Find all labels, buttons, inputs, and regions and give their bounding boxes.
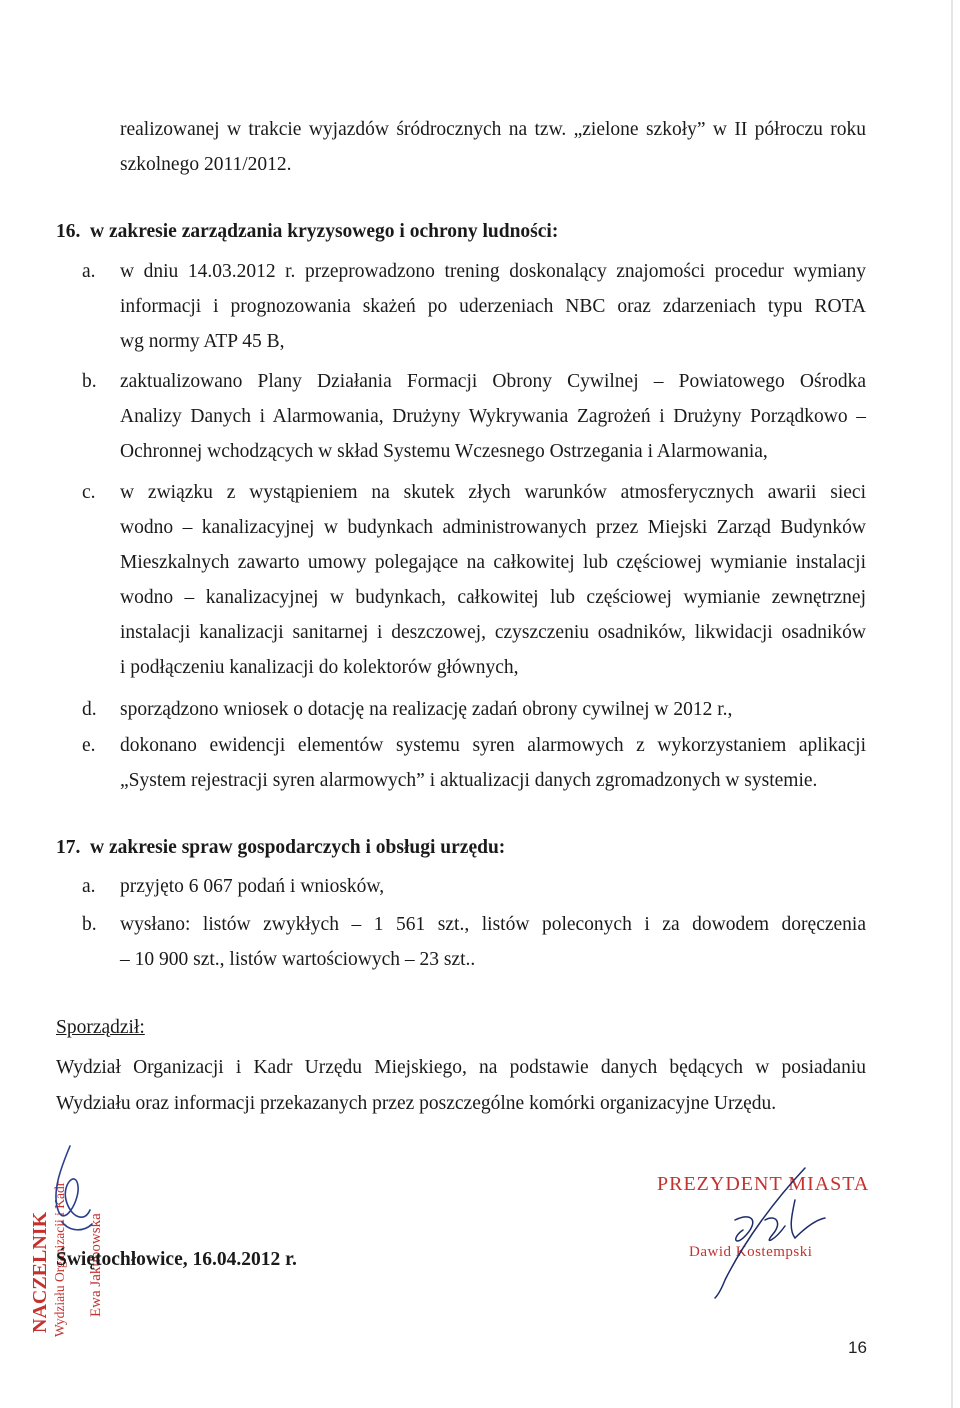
section-17-title: w zakresie spraw gospodarczych i obsługi urzędu: [90,837,506,858]
item-16e-line-1: dokonano ewidencji elementów systemu syren alarmowych z wykorzystaniem aplikacji [120,735,866,756]
item-16a-line-3: wg normy ATP 45 B, [120,331,285,352]
item-16c-line-1: w związku z wystąpieniem na skutek złych warunków atmosferycznych awarii sieci [120,482,866,503]
item-16b-line-2: Analizy Danych i Alarmowania, Drużyny Wykrywania Zagrożeń i Drużyny Porządkowo – [120,406,866,427]
section-16-number: 16. [56,221,81,242]
item-16a-line-1: w dniu 14.03.2012 r. przeprowadzono trening doskonalący znajomości procedur wymiany [120,261,866,282]
item-16a-line-2: informacji i prognozowania skażeń po uderzeniach NBC oraz zdarzeniach typu ROTA [120,296,866,317]
item-16e-line-2: „System rejestracji syren alarmowych” i aktualizacji danych zgromadzonych w systemie. [120,770,818,791]
section-17-number: 17. [56,837,81,858]
page-edge-line [951,0,953,1408]
item-16a-marker: a. [82,261,96,282]
prepared-line-2: Wydziału oraz informacji przekazanych przez poszczególne komórki organizacyjne Urzędu. [56,1093,777,1114]
continuation-line-2: szkolnego 2011/2012. [120,154,292,175]
item-16c-line-5: instalacji kanalizacji sanitarnej i deszczowej, czyszczeniu osadników, likwidacji osadników [120,622,866,643]
item-16d-line-1: sporządzono wniosek o dotację na realizację zadań obrony cywilnej w 2012 r., [120,699,733,720]
item-16b-line-3: Ochronnej wchodzących w skład Systemu Wczesnego Ostrzegania i Alarmowania, [120,441,768,462]
item-16c-line-4: wodno – kanalizacyjnej w budynkach, całkowitej lub częściowej wymianie zewnętrznej [120,587,866,608]
stamp-left-title: NACZELNIK [29,1211,51,1333]
prepared-heading: Sporządził: [56,1017,145,1038]
item-17b-line-2: – 10 900 szt., listów wartościowych – 23 szt.. [120,949,476,970]
item-16c-line-3: Mieszkalnych zawarto umowy polegające na całkowitej lub częściowej wymianie instalacji [120,552,866,573]
item-17b-marker: b. [82,914,97,935]
item-16c-marker: c. [82,482,96,503]
stamp-left-department: Wydziału Organizacji i Kadr [52,1181,67,1337]
continuation-line-1: realizowanej w trakcie wyjazdów śródrocznych na tzw. „zielone szkoły” w II półroczu roku [120,119,866,140]
stamp-left-name: Ewa Jakubowska [88,1213,104,1317]
item-16d-marker: d. [82,699,97,720]
item-16e-marker: e. [82,735,96,756]
mayor-stamp [655,1160,885,1300]
item-16b-marker: b. [82,371,97,392]
page-number: 16 [848,1338,867,1357]
place-date: Świętochłowice, 16.04.2012 r. [56,1249,297,1270]
signature-left [40,1140,100,1240]
stamp-right-name: Dawid Kostempski [689,1244,813,1260]
section-16-title: w zakresie zarządzania kryzysowego i ochrony ludności: [90,221,559,242]
item-17a-line-1: przyjęto 6 067 podań i wniosków, [120,876,385,897]
item-16c-line-6: i podłączeniu kanalizacji do kolektorów głównych, [120,657,519,678]
item-16b-line-1: zaktualizowano Plany Działania Formacji Obrony Cywilnej – Powiatowego Ośrodka [120,371,866,392]
item-17a-marker: a. [82,876,96,897]
prepared-line-1: Wydział Organizacji i Kadr Urzędu Miejskiego, na podstawie danych będących w posiadaniu [56,1057,866,1078]
stamp-right-title: PREZYDENT MIASTA [657,1173,870,1195]
item-17b-line-1: wysłano: listów zwykłych – 1 561 szt., listów poleconych i za dowodem doręczenia [120,914,866,935]
item-16c-line-2: wodno – kanalizacyjnej w budynkach administrowanych przez Miejski Zarząd Budynków [120,517,866,538]
